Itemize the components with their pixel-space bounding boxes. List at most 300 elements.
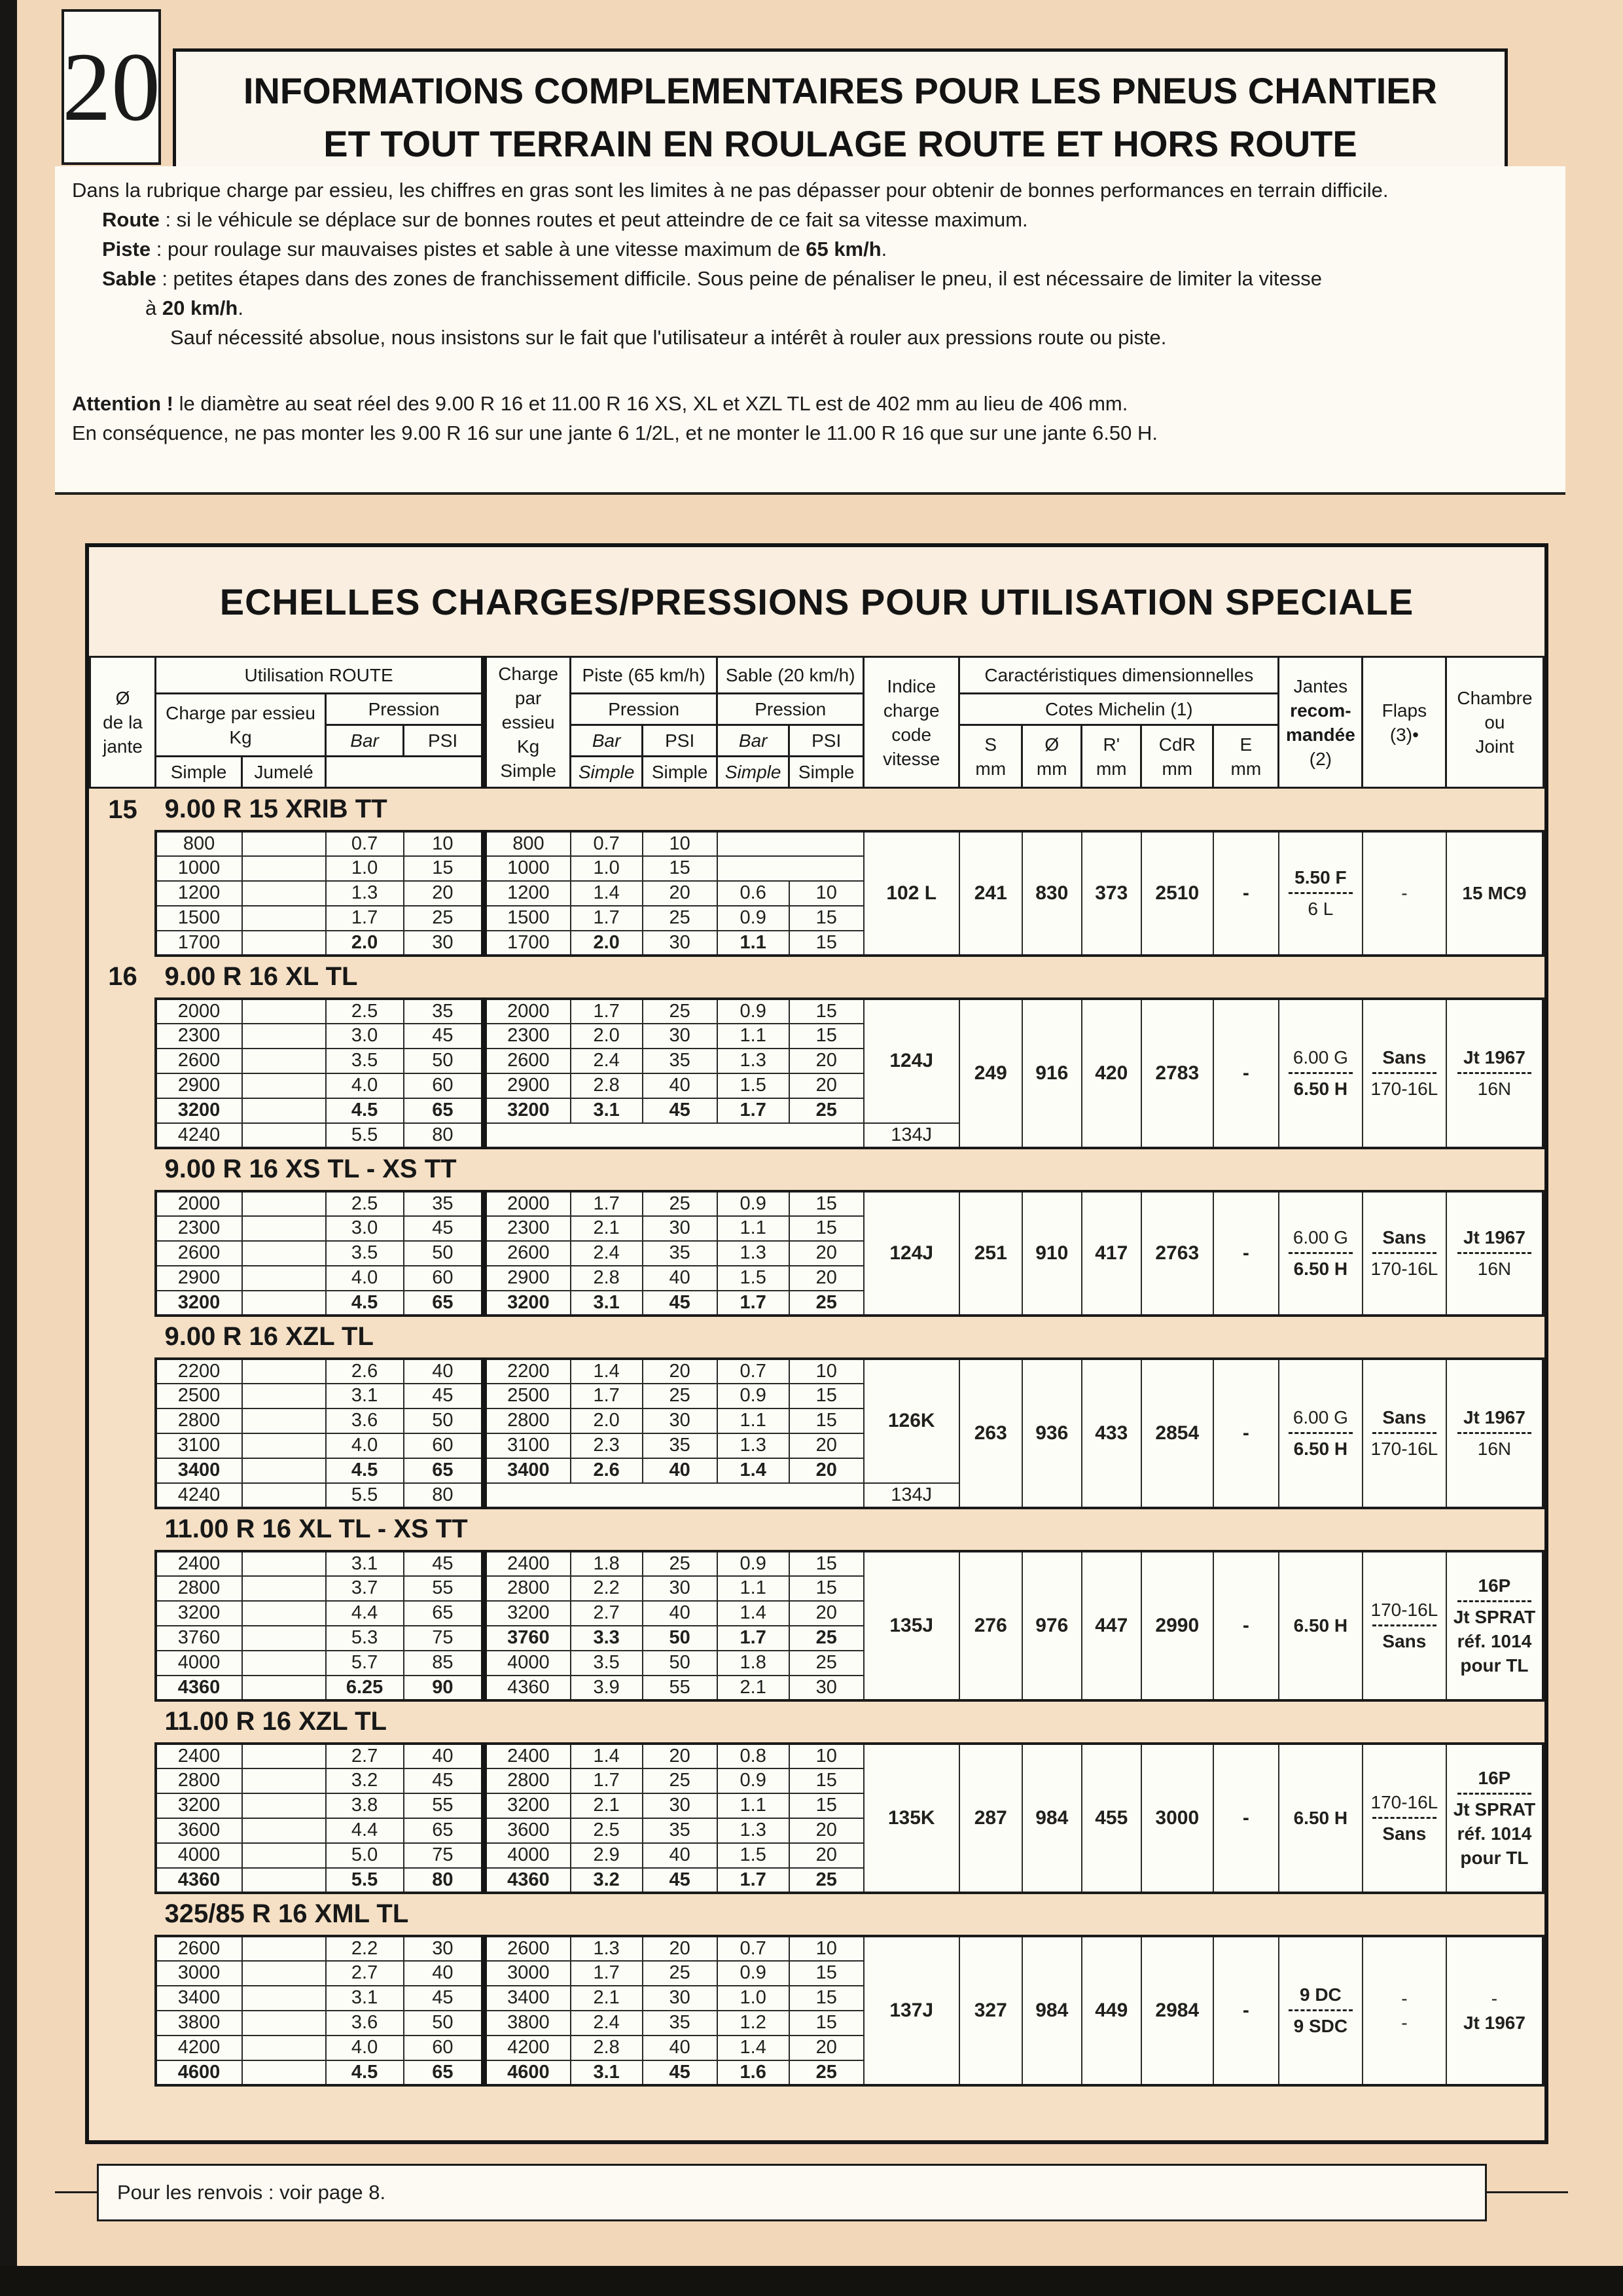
header-simple-piste-bar: Simple — [571, 757, 643, 788]
rim-column-spacer — [90, 2011, 156, 2036]
data-cell: 2800 — [484, 1576, 571, 1601]
data-cell: 45 — [404, 1024, 484, 1049]
data-cell: 20 — [789, 1266, 864, 1291]
data-cell: 3.0 — [326, 1216, 404, 1241]
data-cell: 1.7 — [571, 1961, 643, 1986]
dimension-cell-5: - — [1213, 999, 1279, 1148]
data-cell: 0.7 — [717, 1359, 789, 1384]
rim-column-spacer — [90, 1123, 156, 1148]
data-cell: 2.0 — [326, 931, 404, 956]
rim-column-spacer — [90, 1291, 156, 1316]
data-cell: 1.1 — [717, 931, 789, 956]
data-cell: 50 — [404, 2011, 484, 2036]
indice-extra-cell: 134J — [864, 1123, 959, 1148]
data-cell: 2400 — [484, 1744, 571, 1768]
data-cell: 20 — [643, 1744, 717, 1768]
data-cell: 3760 — [156, 1626, 242, 1651]
rim-column-spacer — [90, 1458, 156, 1483]
data-cell: 1200 — [484, 881, 571, 906]
data-cell: 25 — [789, 1291, 864, 1316]
dimension-cell-3: 433 — [1082, 1359, 1141, 1508]
data-cell: 25 — [643, 1961, 717, 1986]
data-cell: 2600 — [484, 1241, 571, 1266]
data-cell: 2000 — [484, 999, 571, 1024]
data-cell: 25 — [404, 906, 484, 931]
data-cell: 3400 — [484, 1986, 571, 2011]
table-title: ECHELLES CHARGES/PRESSIONS POUR UTILISATION SPECIALE — [89, 547, 1544, 656]
data-cell: 3400 — [156, 1458, 242, 1483]
data-cell: 25 — [789, 2060, 864, 2085]
data-cell: 15 — [789, 1024, 864, 1049]
data-cell: 75 — [404, 1843, 484, 1868]
data-cell: 1.7 — [717, 1626, 789, 1651]
data-cell: 1.3 — [717, 1818, 789, 1843]
dimension-cell-4: 2763 — [1141, 1191, 1213, 1316]
data-cell: 3.1 — [326, 1551, 404, 1576]
data-cell: 60 — [404, 1433, 484, 1458]
data-cell: 15 — [789, 1793, 864, 1818]
dimension-cell-4: 3000 — [1141, 1744, 1213, 1893]
data-cell: 4.4 — [326, 1818, 404, 1843]
data-cell: 20 — [789, 1818, 864, 1843]
data-cell: 10 — [404, 831, 484, 856]
data-cell: 1.7 — [326, 906, 404, 931]
header-sable: Sable (20 km/h) — [717, 657, 864, 694]
data-cell — [242, 1241, 326, 1266]
data-cell: 4.5 — [326, 1098, 404, 1123]
data-cell: 15 — [789, 1191, 864, 1216]
data-cell: 60 — [404, 1266, 484, 1291]
data-cell: 3800 — [484, 2011, 571, 2036]
data-cell: 65 — [404, 1291, 484, 1316]
footer-box — [97, 2164, 1487, 2221]
main-title-box — [173, 48, 1508, 186]
data-cell: 2.7 — [326, 1961, 404, 1986]
rim-column-spacer — [90, 1049, 156, 1073]
header-flaps: Flaps (3)• — [1363, 657, 1446, 788]
data-cell: 2.6 — [326, 1359, 404, 1384]
header-charge-par-essieu-kg: Charge par essieu Kg — [156, 694, 326, 757]
header-bar-piste: Bar — [571, 725, 643, 757]
indice-code-cell: 135K — [864, 1744, 959, 1893]
data-cell: 1.5 — [717, 1266, 789, 1291]
data-cell: 2400 — [156, 1744, 242, 1768]
data-cell: 4360 — [484, 1676, 571, 1700]
data-cell: 1500 — [484, 906, 571, 931]
jantes-cell: 9 DC 9 SDC — [1279, 1936, 1363, 2085]
data-cell: 2200 — [484, 1359, 571, 1384]
header-empty — [326, 757, 484, 788]
data-cell: 80 — [404, 1483, 484, 1508]
data-cell: 1.5 — [717, 1843, 789, 1868]
data-cell: 3.8 — [326, 1793, 404, 1818]
rim-column-spacer — [90, 1601, 156, 1626]
data-cell: 1.1 — [717, 1024, 789, 1049]
data-cell: 2600 — [484, 1049, 571, 1073]
data-cell: 2.9 — [571, 1843, 643, 1868]
data-cell: 45 — [643, 1291, 717, 1316]
data-cell: 3.2 — [326, 1768, 404, 1793]
data-cell: 2900 — [156, 1073, 242, 1098]
data-cell: 1.8 — [571, 1551, 643, 1576]
data-cell: 5.5 — [326, 1868, 404, 1893]
data-cell: 1.7 — [571, 1384, 643, 1408]
data-cell: 3.9 — [571, 1676, 643, 1700]
data-cell: 5.3 — [326, 1626, 404, 1651]
data-cell: 4240 — [156, 1483, 242, 1508]
data-cell: 25 — [643, 999, 717, 1024]
data-cell: 1.3 — [717, 1241, 789, 1266]
header-jantes-recommandee: Jantes recom- mandée (2) — [1279, 657, 1363, 788]
jantes-cell: 5.50 F 6 L — [1279, 831, 1363, 956]
data-cell: 2400 — [156, 1551, 242, 1576]
data-cell — [242, 1818, 326, 1843]
data-cell: 20 — [789, 1073, 864, 1098]
data-cell: 20 — [643, 1359, 717, 1384]
chambre-cell: 16P Jt SPRAT réf. 1014 pour TL — [1446, 1551, 1543, 1700]
data-cell: 2800 — [156, 1408, 242, 1433]
data-cell — [242, 2060, 326, 2085]
section-rim-diameter — [90, 1148, 156, 1191]
data-cell: 2300 — [156, 1216, 242, 1241]
data-cell: 35 — [404, 999, 484, 1024]
data-cell: 6.25 — [326, 1676, 404, 1700]
data-cell: 2.8 — [571, 2036, 643, 2060]
section-rim-diameter: 16 — [108, 962, 137, 991]
section-title: 9.00 R 16 XL TL — [164, 962, 358, 991]
section-title: 9.00 R 15 XRIB TT — [164, 794, 387, 823]
rim-column-spacer — [90, 1576, 156, 1601]
data-cell: 1.3 — [326, 881, 404, 906]
dimension-cell-2: 984 — [1022, 1936, 1082, 2085]
intro-line — [72, 175, 1548, 205]
data-cell — [242, 1868, 326, 1893]
dimension-cell-2: 910 — [1022, 1191, 1082, 1316]
piste-speed: 65 km/h — [806, 238, 882, 260]
data-cell: 4000 — [156, 1843, 242, 1868]
data-cell: 35 — [643, 1433, 717, 1458]
dimension-cell-1: 327 — [959, 1936, 1022, 2085]
header-simple-sable-psi: Simple — [789, 757, 864, 788]
rim-column-spacer — [90, 1793, 156, 1818]
data-cell: 800 — [156, 831, 242, 856]
data-cell: 2.4 — [571, 1241, 643, 1266]
section-rim-diameter: 15 — [108, 795, 137, 824]
data-cell: 1500 — [156, 906, 242, 931]
data-cell: 3400 — [484, 1458, 571, 1483]
data-cell: 15 — [789, 1961, 864, 1986]
data-cell: 2.0 — [571, 1408, 643, 1433]
data-cell: 2300 — [484, 1024, 571, 1049]
rim-column-spacer — [90, 1744, 156, 1768]
dimension-cell-1: 249 — [959, 999, 1022, 1148]
section-title: 9.00 R 16 XS TL - XS TT — [164, 1155, 457, 1183]
rim-column-spacer — [90, 1818, 156, 1843]
data-cell: 1.7 — [717, 1291, 789, 1316]
data-cell — [242, 881, 326, 906]
jantes-cell: 6.00 G 6.50 H — [1279, 1191, 1363, 1316]
route-line — [72, 205, 1548, 234]
indice-code-cell: 137J — [864, 1936, 959, 2085]
data-cell: 4000 — [484, 1843, 571, 1868]
dimension-cell-3: 420 — [1082, 999, 1141, 1148]
data-cell: 30 — [643, 1024, 717, 1049]
data-cell: 30 — [643, 1793, 717, 1818]
data-cell: 3760 — [484, 1626, 571, 1651]
data-cell: 4.4 — [326, 1601, 404, 1626]
chambre-cell: Jt 1967 16N — [1446, 1191, 1543, 1316]
data-cell: 45 — [643, 1868, 717, 1893]
rim-column-spacer — [90, 2060, 156, 2085]
data-cell: 10 — [789, 1359, 864, 1384]
data-cell: 0.9 — [717, 1768, 789, 1793]
data-cell: 0.7 — [326, 831, 404, 856]
dimension-cell-2: 976 — [1022, 1551, 1082, 1700]
flaps-cell: - - — [1363, 1936, 1446, 2085]
data-cell — [242, 1408, 326, 1433]
data-cell: 45 — [404, 1768, 484, 1793]
header-dim-2: Ø mm — [1022, 725, 1082, 788]
data-cell: 2.7 — [326, 1744, 404, 1768]
data-cell: 2600 — [484, 1936, 571, 1961]
flaps-cell: - — [1363, 831, 1446, 956]
data-cell: 25 — [789, 1651, 864, 1676]
data-cell: 1.7 — [717, 1098, 789, 1123]
data-cell: 50 — [643, 1626, 717, 1651]
data-cell: 3.5 — [571, 1651, 643, 1676]
rim-column-spacer — [90, 999, 156, 1024]
data-cell: 40 — [404, 1744, 484, 1768]
rim-column-spacer — [90, 1241, 156, 1266]
rim-column-spacer — [90, 2036, 156, 2060]
data-cell: 1.0 — [326, 856, 404, 881]
data-cell: 5.0 — [326, 1843, 404, 1868]
data-cell: 3.5 — [326, 1241, 404, 1266]
data-cell — [242, 1651, 326, 1676]
data-cell: 2.5 — [326, 999, 404, 1024]
data-cell: 2.6 — [571, 1458, 643, 1483]
dimension-cell-5: - — [1213, 1359, 1279, 1508]
rim-column-spacer — [90, 1266, 156, 1291]
data-cell: 1700 — [484, 931, 571, 956]
data-cell: 15 — [789, 2011, 864, 2036]
data-cell: 30 — [643, 1986, 717, 2011]
flaps-cell: 170-16L Sans — [1363, 1744, 1446, 1893]
data-cell: 55 — [643, 1676, 717, 1700]
data-cell: 2600 — [156, 1049, 242, 1073]
rim-column-spacer — [90, 1936, 156, 1961]
data-cell: 3.1 — [326, 1986, 404, 2011]
data-cell: 3200 — [484, 1793, 571, 1818]
dimension-cell-1: 263 — [959, 1359, 1022, 1508]
data-cell — [242, 999, 326, 1024]
data-cell: 3.0 — [326, 1024, 404, 1049]
data-cell: 4.5 — [326, 1458, 404, 1483]
data-cell — [242, 1049, 326, 1073]
data-cell: 0.9 — [717, 1191, 789, 1216]
data-cell: 4.0 — [326, 2036, 404, 2060]
attention-line-2: En conséquence, ne pas monter les 9.00 R 16 sur une jante 6 1/2L, et ne monter le 11.00 R 16 que sur une jante 6.50 H. — [72, 422, 1158, 444]
data-cell: 80 — [404, 1868, 484, 1893]
dimension-cell-1: 276 — [959, 1551, 1022, 1700]
data-cell: 65 — [404, 1098, 484, 1123]
data-cell: 0.6 — [717, 881, 789, 906]
data-cell: 4.0 — [326, 1073, 404, 1098]
flaps-cell: 170-16L Sans — [1363, 1551, 1446, 1700]
data-cell: 0.8 — [717, 1744, 789, 1768]
data-cell: 3.5 — [326, 1049, 404, 1073]
jantes-cell: 6.50 H — [1279, 1551, 1363, 1700]
data-cell: 1.1 — [717, 1576, 789, 1601]
header-dim-5: E mm — [1213, 725, 1279, 788]
indice-code-cell: 124J — [864, 1191, 959, 1316]
data-cell: 4.5 — [326, 1291, 404, 1316]
page-number-box — [62, 9, 161, 165]
data-cell: 1.3 — [571, 1936, 643, 1961]
data-cell: 15 — [789, 931, 864, 956]
data-cell: 2800 — [484, 1768, 571, 1793]
data-cell: 2.1 — [571, 1793, 643, 1818]
chambre-cell: - Jt 1967 — [1446, 1936, 1543, 2085]
data-cell: 40 — [404, 1961, 484, 1986]
data-cell: 35 — [643, 1049, 717, 1073]
data-cell: 1.2 — [717, 2011, 789, 2036]
data-cell — [242, 1744, 326, 1768]
data-cell: 2.1 — [571, 1986, 643, 2011]
data-cell: 3.6 — [326, 1408, 404, 1433]
data-cell: 35 — [643, 1241, 717, 1266]
data-cell: 15 — [789, 1408, 864, 1433]
data-cell: 1.1 — [717, 1216, 789, 1241]
section-title: 11.00 R 16 XZL TL — [164, 1707, 387, 1736]
scan-edge-left — [0, 0, 17, 2296]
indice-code-cell: 135J — [864, 1551, 959, 1700]
data-cell: 55 — [404, 1793, 484, 1818]
data-cell: 1.7 — [571, 906, 643, 931]
attention-text: le diamètre au seat réel des 9.00 R 16 et 11.00 R 16 XS, XL et XZL TL est de 402 mm au lieu de 406 mm. — [173, 392, 1128, 415]
data-cell: 80 — [404, 1123, 484, 1148]
data-cell: 1.4 — [717, 1601, 789, 1626]
data-cell: 1.3 — [717, 1433, 789, 1458]
data-cell: 60 — [404, 2036, 484, 2060]
header-simple-sable-bar: Simple — [717, 757, 789, 788]
dimension-cell-3: 455 — [1082, 1744, 1141, 1893]
data-cell — [242, 2011, 326, 2036]
data-cell: 25 — [789, 1868, 864, 1893]
flaps-cell: Sans 170-16L — [1363, 1359, 1446, 1508]
data-cell: 20 — [789, 1843, 864, 1868]
data-cell: 40 — [643, 1458, 717, 1483]
data-cell: 0.7 — [571, 831, 643, 856]
indice-code-cell: 124J — [864, 999, 959, 1123]
dimension-cell-2: 984 — [1022, 1744, 1082, 1893]
header-psi-piste: PSI — [643, 725, 717, 757]
header-simple-route: Simple — [156, 757, 242, 788]
data-cell — [242, 1266, 326, 1291]
data-cell — [242, 906, 326, 931]
data-cell: 35 — [404, 1191, 484, 1216]
data-cell: 3200 — [156, 1098, 242, 1123]
data-cell: 15 — [789, 1216, 864, 1241]
data-cell: 2300 — [484, 1216, 571, 1241]
chambre-cell: 15 MC9 — [1446, 831, 1543, 956]
data-cell: 40 — [643, 1601, 717, 1626]
data-cell: 2.8 — [571, 1266, 643, 1291]
rim-column-spacer — [90, 1216, 156, 1241]
data-cell — [242, 1793, 326, 1818]
data-cell: 45 — [404, 1986, 484, 2011]
data-cell: 3000 — [156, 1961, 242, 1986]
data-cell: 2500 — [156, 1384, 242, 1408]
data-cell: 1.4 — [571, 1744, 643, 1768]
jantes-cell: 6.50 H — [1279, 1744, 1363, 1893]
data-cell: 4360 — [156, 1676, 242, 1700]
data-cell: 15 — [789, 906, 864, 931]
data-cell: 1.3 — [717, 1049, 789, 1073]
data-cell: 20 — [789, 2036, 864, 2060]
data-cell: 4200 — [484, 2036, 571, 2060]
data-cell: 40 — [643, 1266, 717, 1291]
data-cell: 4600 — [484, 2060, 571, 2085]
data-cell — [242, 1576, 326, 1601]
rim-column-spacer — [90, 881, 156, 906]
header-bar-route: Bar — [326, 725, 404, 757]
dimension-cell-5: - — [1213, 831, 1279, 956]
data-cell: 15 — [789, 1768, 864, 1793]
data-cell: 15 — [789, 1576, 864, 1601]
data-cell — [242, 1291, 326, 1316]
dimension-cell-4: 2984 — [1141, 1936, 1213, 2085]
route-label: Route — [102, 208, 160, 231]
data-cell — [242, 1433, 326, 1458]
data-cell: 30 — [643, 1576, 717, 1601]
data-cell: 45 — [404, 1384, 484, 1408]
data-cell: 45 — [643, 1098, 717, 1123]
dimension-cell-4: 2783 — [1141, 999, 1213, 1148]
data-cell: 3600 — [484, 1818, 571, 1843]
data-cell: 50 — [404, 1049, 484, 1073]
data-cell: 2600 — [156, 1936, 242, 1961]
data-cell — [242, 1483, 326, 1508]
data-cell: 45 — [643, 2060, 717, 2085]
data-cell: 5.5 — [326, 1483, 404, 1508]
indice-code-cell: 126K — [864, 1359, 959, 1483]
header-pression-piste: Pression — [571, 694, 717, 725]
section-title: 9.00 R 16 XZL TL — [164, 1322, 374, 1351]
dimension-cell-5: - — [1213, 1191, 1279, 1316]
rim-column-spacer — [90, 906, 156, 931]
rim-column-spacer — [90, 1986, 156, 2011]
route-text: : si le véhicule se déplace sur de bonnes routes et peut atteindre de ce fait sa vitesse maximum. — [159, 208, 1028, 231]
attention-label: Attention ! — [72, 392, 173, 415]
data-cell: 1.7 — [571, 1191, 643, 1216]
data-cell: 2600 — [156, 1241, 242, 1266]
header-chambre-joint: Chambre ou Joint — [1446, 657, 1543, 788]
data-cell: 2.3 — [571, 1433, 643, 1458]
data-cell: 1.6 — [717, 2060, 789, 2085]
data-cell — [242, 1123, 326, 1148]
data-cell: 65 — [404, 1601, 484, 1626]
data-cell — [242, 1216, 326, 1241]
data-cell: 1.1 — [717, 1408, 789, 1433]
data-cell: 2.4 — [571, 1049, 643, 1073]
scan-edge-bottom — [0, 2266, 1623, 2296]
data-cell: 50 — [643, 1651, 717, 1676]
data-cell: 65 — [404, 2060, 484, 2085]
section-rim-diameter — [90, 1893, 156, 1936]
rim-column-spacer — [90, 1384, 156, 1408]
section-title: 11.00 R 16 XL TL - XS TT — [164, 1515, 468, 1543]
